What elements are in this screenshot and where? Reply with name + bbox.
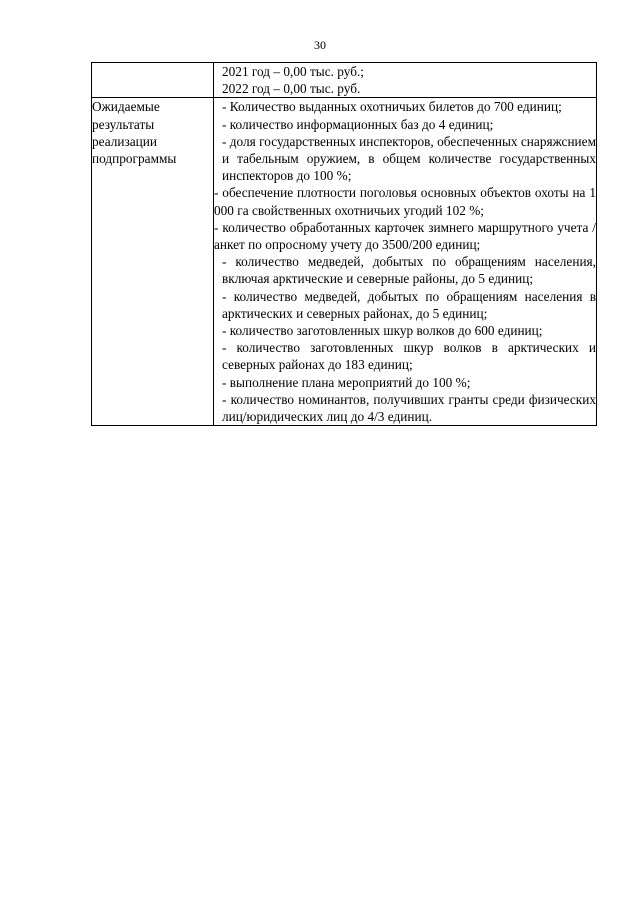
result-item-grant-nominees: - количество номинантов, получивших гранты среди физических лиц/юридических лиц до 4/3 единиц. [222, 391, 596, 425]
program-table [91, 62, 597, 426]
result-item-hunting-tickets: - Количество выданных охотничьих билетов до 700 единиц; [222, 99, 562, 115]
result-item-survey-cards: - количество обработанных карточек зимнего маршрутного учета / анкет по опросному учету до 3500/200 единиц; [214, 219, 596, 253]
expected-results-cell [214, 98, 597, 426]
result-item-bears-arctic: - количество медведей, добытых по обращениям населения в арктических и северных районах, до 5 единиц; [222, 288, 596, 321]
funding-cell [214, 63, 597, 98]
result-item-bears-including-arctic: - количество медведей, добытых по обращениям населения, включая арктические и северные районы, до 5 единиц; [222, 254, 596, 287]
page-number: 30 [314, 38, 326, 52]
funding-line-2021: 2021 год – 0,00 тыс. руб.; [222, 64, 364, 79]
table-row-expected-results [92, 98, 597, 426]
funding-line-2022: 2022 год – 0,00 тыс. руб. [222, 81, 361, 97]
table-row-funding [92, 63, 597, 98]
result-item-plan-execution: - выполнение плана мероприятий до 100 %; [222, 374, 471, 390]
result-item-wolf-skins: - количество заготовленных шкур волков до 600 единиц; [222, 323, 543, 339]
result-item-inspectors-share: - доля государственных инспекторов, обеспеченных снаряжснием и табельным оружием, в общем количестве государственных инспекторов до 100 %; [222, 133, 596, 184]
result-item-wolf-skins-arctic: - количество заготовленных шкур волков в арктических и северных районах до 183 единиц; [222, 340, 596, 373]
result-item-info-bases: - количество информационных баз до 4 единиц; [222, 116, 494, 132]
row-label-expected-results: Ожидаемые результаты реализации подпрограммы [92, 98, 214, 426]
result-item-population-density: - обеспечение плотности поголовья основных объектов охоты на 1 000 га свойственных охотничьих угодий 102 %; [214, 185, 596, 218]
row-label-empty [92, 63, 214, 98]
